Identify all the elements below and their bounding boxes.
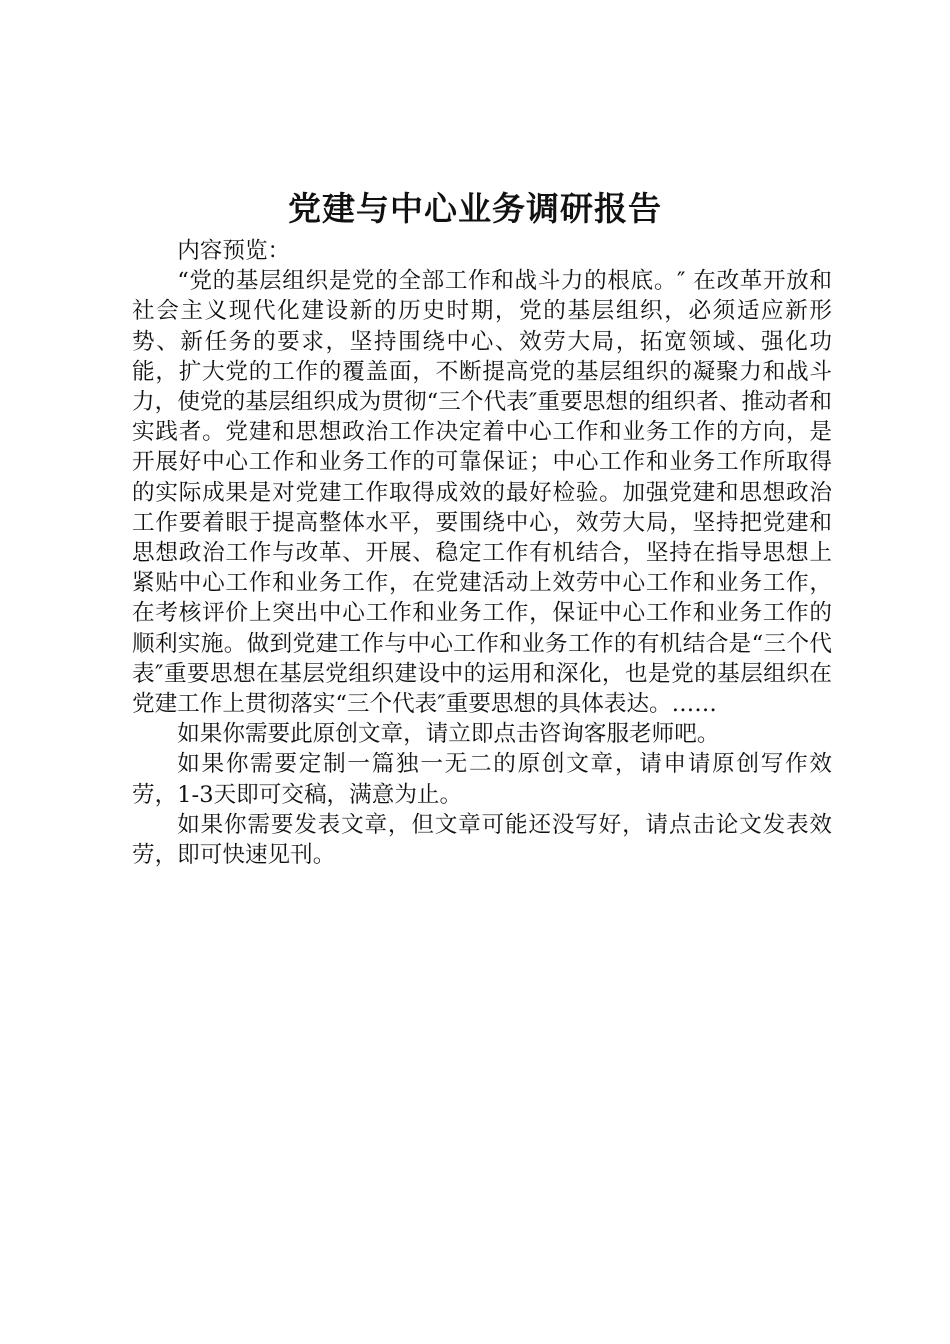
document-body [132,236,832,870]
publish-paragraph: 如果你需要发表文章，但文章可能还没写好，请点击论文发表效劳，即可快速见刊。 [132,811,832,869]
consult-paragraph: 如果你需要此原创文章，请立即点击咨询客服老师吧。 [177,721,720,748]
preview-label: 内容预览： [177,238,291,264]
preview-paragraph: “党的基层组织是党的全部工作和战斗力的根底。″ 在改革开放和社会主义现代化建设新的历史时期，党的基层组织，必须适应新形势、新任务的要求，坚持围绕中心、效劳大局，拓宽领域、强化功能，扩大党的工作的覆盖面，不断提高党的基层组织的凝聚力和战斗力，使党的基层组织成为贯彻“三个代表″重要思想的组织者、推动者和实践者。党建和思想政治工作决定着中心工作和业务工作的方向，是开展好中心工作和业务工作的可靠保证；中心工作和业务工作所取得的实际成果是对党建工作取得成效的最好检验。加强党建和思想政治工作要着眼于提高整体水平，要围绕中心，效劳大局，坚持把党建和思想政治工作与改革、开展、稳定工作有机结合，坚持在指导思想上紧贴中心工作和业务工作，在党建活动上效劳中心工作和业务工作，在考核评价上突出中心工作和业务工作，保证中心工作和业务工作的顺利实施。做到党建工作与中心工作和业务工作的有机结合是“三个代表″重要思想在基层党组织建设中的运用和深化，也是党的基层组织在党建工作上贯彻落实“三个代表″重要思想的具体表达。…… [132,268,832,718]
document-title: 党建与中心业务调研报告 [288,189,662,228]
custom-writing-paragraph: 如果你需要定制一篇独一无二的原创文章，请申请原创写作效劳，1-3天即可交稿，满意为止。 [132,751,832,808]
